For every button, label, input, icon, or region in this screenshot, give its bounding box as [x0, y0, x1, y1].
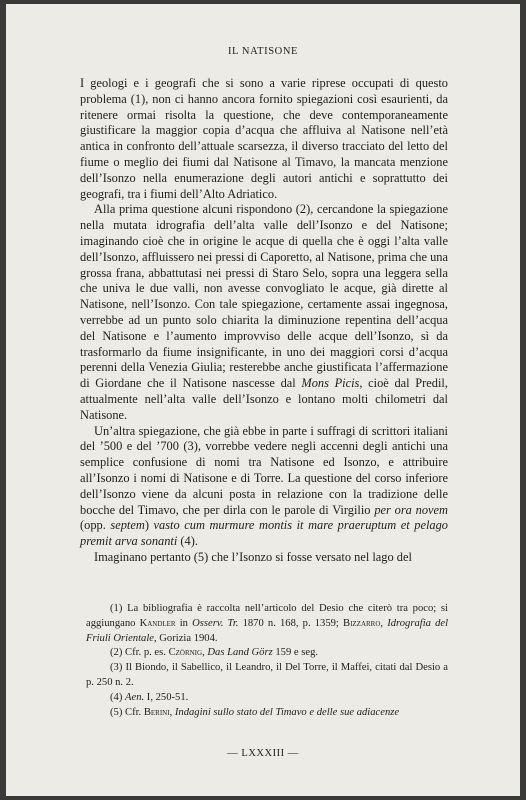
footnote-2-a: (2) Cfr. p. es.	[110, 647, 169, 659]
paragraph-1: I geologi e i geografi che si sono a varie riprese occupati di questo problema (1), non ci hanno ancora fornito spiegazioni così esaurienti, da ritenere ormai risolta la questione, che deve contemporaneamente giustificare la maggior copia d’acqua che affluiva al Natisone nell’età antica in confronto dell’attuale scarsezza, il diverso tracciato del letto del fiume o meglio dei fiumi dal Natisone al Timavo, la mancata menzione dell’Isonzo nella enumerazione degli autori antichi e soprattutto dei geografi, tra i fiumi dell’Alto Adriatico.	[80, 76, 448, 201]
paragraph-2-text: Alla prima questione alcuni rispondono (2), cercandone la spiegazione nella mutata idrografia dell’alta valle dell’Isonzo e del Natisone; imaginando cioè che in origine le acque di quella che è oggi l’alta valle dell’Isonzo, affluissero nei pressi di Caporetto, al Natisone, prima che una grossa frana, abbattutasi nei pressi di Staro Selo, sopra una leggera sella che univa le due valli, non avesse convogliato le acque, già dirette al Natisone, nell’Isonzo. Con tale spiegazione, certamente assai ingegnosa, verrebbe ad un punto solo chiarita la diminuzione repentina dell’acqua del Natisone e l’aumento improvviso delle acque dell’Isonzo, sì da trasformarlo da fiume insignificante, in uno dei maggiori corsi d’acqua perenni della Venezia Giulia; resterebbe anche giustificata l’affermazione di Giordane che il Natisone nascesse dal	[80, 202, 448, 391]
paragraph-3-mid: (opp.	[80, 518, 111, 533]
paragraph-4: Imaginano pertanto (5) che l’Isonzo si fosse versato nel lago del	[94, 549, 412, 564]
paragraph-2-tail: , cioè dal Predil, attualmente nell’alta valle dell’Isonzo e lontano molti chilometri dal Natisone.	[80, 376, 448, 422]
footnote-1-a: (1) La bibliografia è raccolta nell’articolo del Desio che citerò tra poco; si aggiungano	[86, 603, 448, 629]
footnote-2-c: 159 e seg.	[272, 647, 319, 659]
footnote-1-author-2: Bizzarro	[343, 617, 381, 629]
main-text	[80, 76, 448, 566]
footnotes	[86, 602, 448, 720]
footnote-1-e: , Gorizia 1904.	[153, 632, 218, 644]
footnote-2-title: Das Land Görz	[207, 647, 273, 659]
footnote-4-b: I, 250-51.	[144, 691, 189, 703]
footnote-1-c: 1870 n. 168, p. 1359;	[238, 617, 343, 629]
book-page	[6, 4, 520, 796]
footnote-1-title-2: Idrografia del Friuli Orientale	[86, 617, 449, 644]
footnote-5-b: ,	[169, 706, 175, 718]
footnote-1-author-1: Kandler	[139, 617, 176, 629]
paragraph-3-italic-1: per ora novem	[374, 502, 449, 517]
footnote-3: (3) Il Biondo, il Sabellico, il Leandro, il Del Torre, il Maffei, citati dal Desio a p. 250 n. 2.	[86, 662, 448, 688]
paragraph-3-text: Un’altra spiegazione, che già ebbe in parte i suffragi di scrittori italiani del ’500 e del ’700 (3), vorrebbe vedere negli accenni degli antichi una semplice confusione di nomi tra Natisone ed Isonzo, e attribuire all’Isonzo i nomi di Natisone e di Torre. La questione del corso inferiore dell’Isonzo viene da alcuni posta in relazione con la tradizione delle bocche del Timavo, che per dirla con le parole di Virgilio	[80, 423, 448, 517]
paragraph-3-mid2: )	[144, 518, 154, 533]
footnote-1-d: ,	[380, 617, 388, 629]
footnote-2	[86, 646, 448, 661]
paragraph-3-tail: (4).	[177, 534, 198, 549]
running-header: IL NATISONE	[227, 46, 299, 57]
footnote-1-title-1: Osserv. Tr.	[192, 617, 239, 629]
footnote-4-title: Aen.	[125, 691, 145, 703]
footnote-5-author: Berini	[143, 706, 170, 718]
footnote-4	[86, 691, 448, 706]
paragraph-2-italic: Mons Picis	[301, 376, 360, 391]
paragraph-3-italic-3: vasto cum murmure montis it mare praeruptum et pelago premit arva sonanti	[80, 518, 448, 549]
paragraph-3-italic-2: septem	[110, 518, 145, 533]
footnote-1-b: in	[175, 617, 193, 629]
paragraph-2	[80, 202, 448, 423]
paragraph-3	[80, 424, 448, 550]
footnote-2-b: ,	[202, 647, 208, 659]
footnote-4-a: (4)	[110, 691, 126, 703]
footnote-5-a: (5) Cfr.	[110, 706, 144, 718]
footnote-2-author: Czörnig	[168, 647, 203, 659]
footnote-5-title: Indagini sullo stato del Timavo e delle sue adiacenze	[174, 706, 400, 718]
footnote-5	[86, 706, 448, 721]
page-number: — LXXXIII —	[227, 748, 299, 759]
footnote-1	[86, 602, 448, 646]
